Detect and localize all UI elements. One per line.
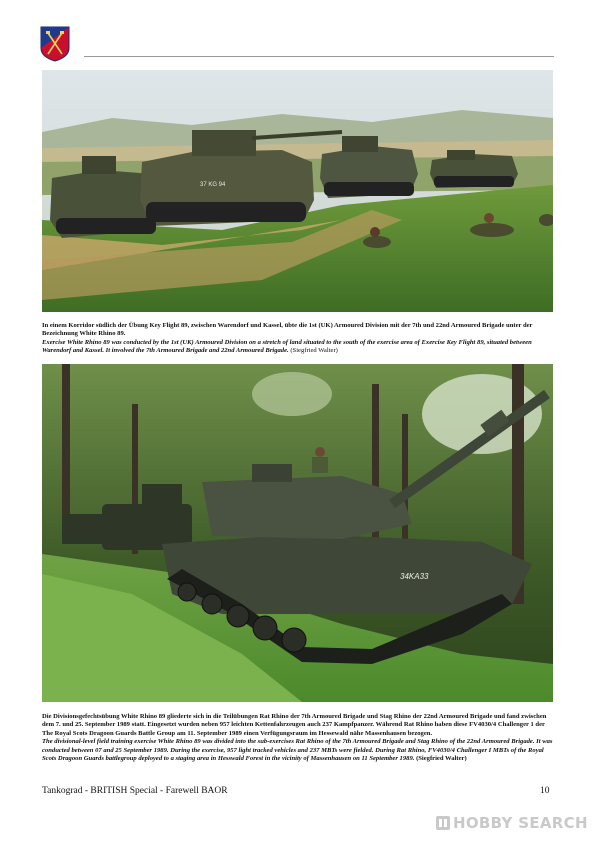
photo-caption xyxy=(42,322,554,356)
caption-english-block xyxy=(42,738,554,763)
hobby-search-logo-icon xyxy=(436,816,450,830)
svg-text:34KA33: 34KA33 xyxy=(400,572,429,581)
caption-english: Exercise White Rhino 89 was conducted by the 1st (UK) Armoured Division on a stretch of land situated to the south of the exercise area of Exercise Key Flight 89, situated between Warendorf and Kassel. It involved the 7th Armoured Brigade and 22nd Armoured Brigade. xyxy=(42,338,532,355)
footer-title: Tankograd - BRITISH Special - Farewell BAOR xyxy=(42,786,228,796)
caption-german: In einem Korridor südlich der Übung Key Flight 89, zwischen Warendorf und Kassel, übte die 1st (UK) Armoured Division mit der 7th und 22nd Armoured Brigade unter der Bezeichnung White Rhino 89. xyxy=(42,322,533,338)
photo-challenger-tanks-forest xyxy=(42,364,553,702)
photo-credit: (Siegfried Walter) xyxy=(290,347,338,355)
svg-text:37 KG 94: 37 KG 94 xyxy=(200,182,226,188)
caption-english: The divisional-level field training exercise White Rhino 89 was divided into the sub-exercises Rat Rhino of the 7th Armoured Brigade and Stag Rhino of the 22nd Armoured Brigade. It was conducted between 07 and 25 September 1989. During the exercise, 957 light tracked vehicles and 237 MBTs were fielded. During Rat Rhino, FV4030/4 Challenger I MBTs of the Royal Scots Dragoon Guards battlegroup deployed to a staging area in Hesswald Forest in the vicinity of Massenhausen on 11 September 1989. xyxy=(42,738,553,763)
photo-credit: (Siegfried Walter) xyxy=(416,755,467,763)
caption-german: Die Divisionsgefechtsübung White Rhino 89 gliederte sich in die Teilübungen Rat Rhino der 7th Armoured Brigade und Stag Rhino der 22nd Armoured Brigade und fand zwischen dem 7. und 25. September 1989 statt. Eingesetzt wurden neben 957 leichten Kettenfahrzeugen auch 237 Kampfpanzer. Während Rat Rhino haben diese FV4030/4 Challenger 1 der The Royal Scots Dragoon Guards Battle Group am 11. September 1989 einen Verfügungsraum im Hessewald nähe Massenhausen bezogen. xyxy=(42,713,547,737)
watermark-text: HOBBY SEARCH xyxy=(453,814,588,832)
watermark xyxy=(436,814,588,832)
photo-caption xyxy=(42,713,554,763)
caption-english-block xyxy=(42,339,554,356)
divisional-emblem-icon xyxy=(40,26,70,62)
page-number: 10 xyxy=(540,786,550,796)
header-rule xyxy=(84,56,554,57)
photo-armoured-vehicles-field xyxy=(42,70,553,312)
